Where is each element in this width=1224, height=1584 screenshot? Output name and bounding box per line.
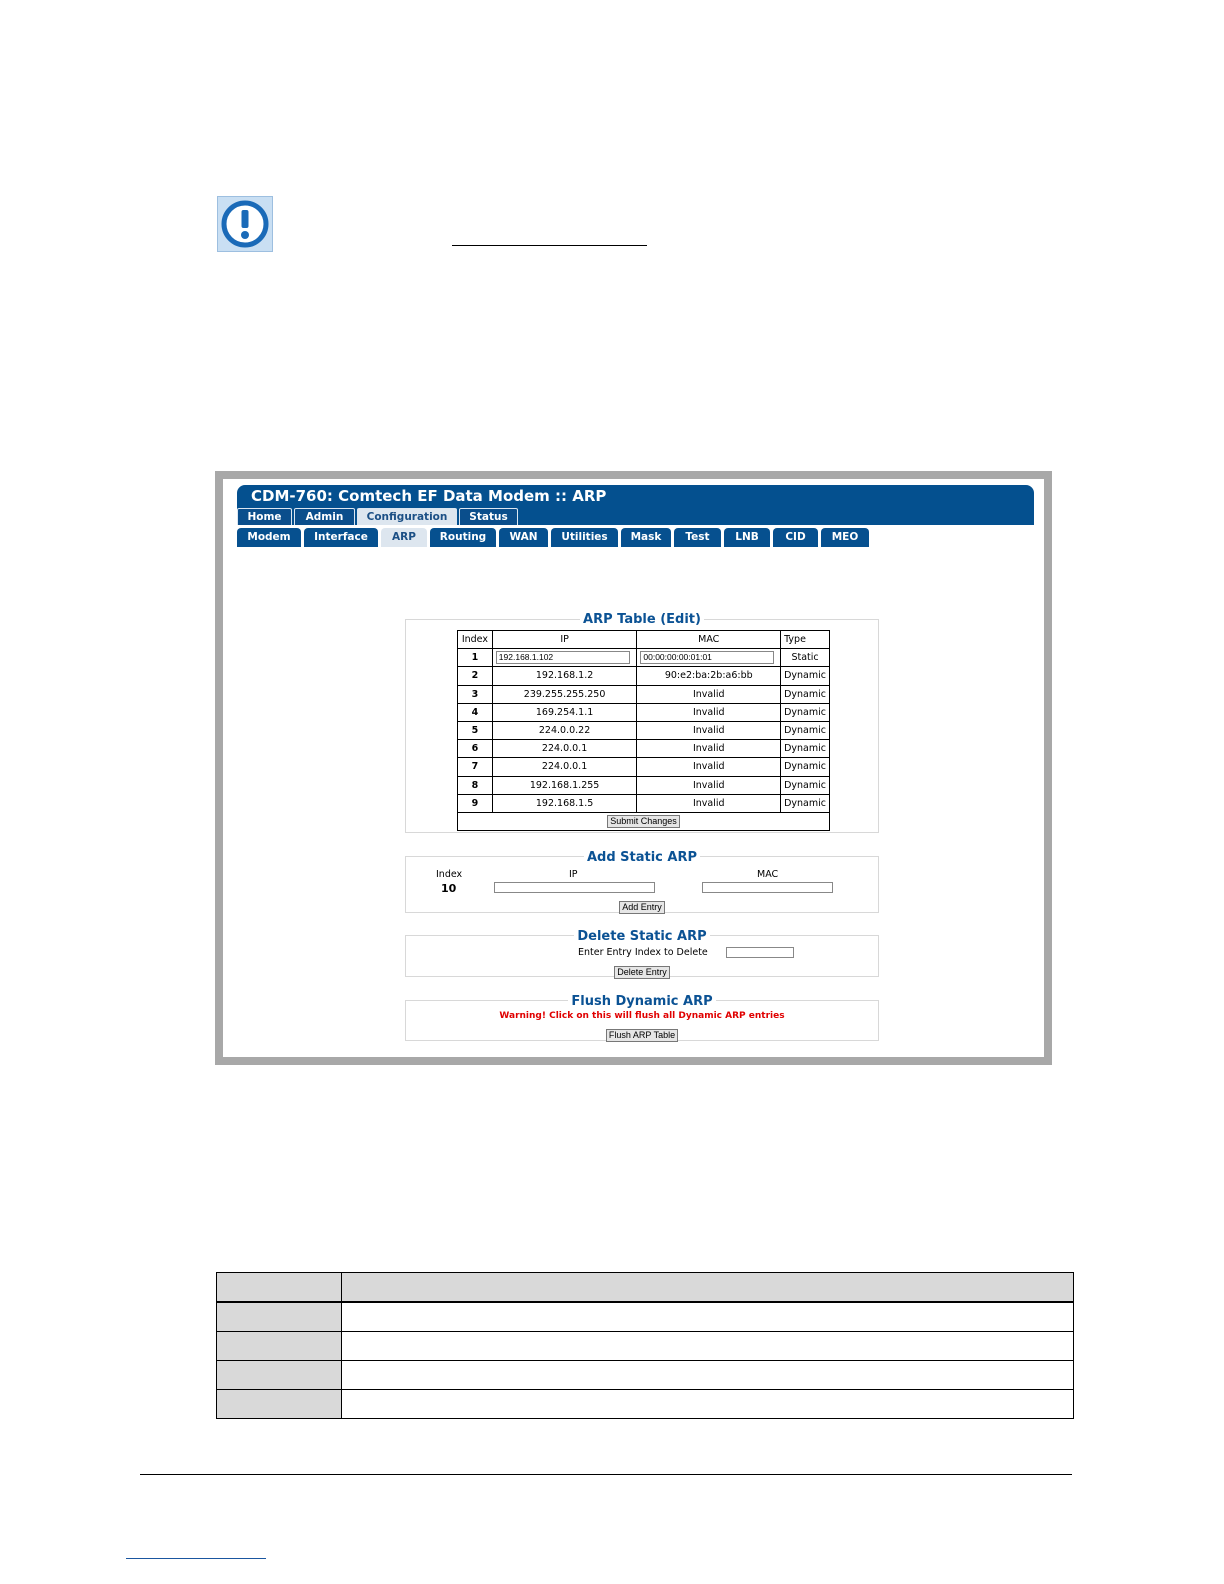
hyperlink-underline (452, 245, 647, 246)
subtab-test[interactable]: Test (674, 528, 721, 547)
subtab-routing[interactable]: Routing (430, 528, 496, 547)
mac-input[interactable]: 00:00:00:00:01:01 (640, 651, 774, 664)
table-row (458, 703, 830, 721)
table-cell (342, 1361, 1074, 1390)
delete-static-arp-panel (405, 929, 879, 977)
submit-cell (458, 812, 830, 830)
row-type: Dynamic (781, 758, 830, 776)
table-row (458, 649, 830, 667)
table-cell (342, 1302, 1074, 1332)
main-nav (237, 507, 1034, 525)
index-label: Index (436, 869, 463, 880)
subtab-utilities[interactable]: Utilities (551, 528, 618, 547)
row-index: 1 (458, 649, 493, 667)
table-cell (342, 1273, 1074, 1303)
row-mac: Invalid (637, 721, 781, 739)
table-row (458, 721, 830, 739)
row-index: 4 (458, 703, 493, 721)
row-ip: 192.168.1.255 (492, 776, 637, 794)
table-cell (342, 1332, 1074, 1361)
row-ip-cell (492, 649, 637, 667)
row-index: 5 (458, 721, 493, 739)
table-row (458, 776, 830, 794)
row-ip: 169.254.1.1 (492, 703, 637, 721)
table-cell (217, 1361, 342, 1390)
subtab-mask[interactable]: Mask (621, 528, 671, 547)
tab-configuration[interactable]: Configuration (357, 508, 457, 525)
table-row (217, 1390, 1074, 1419)
delete-static-arp-title: Delete Static ARP (406, 929, 878, 945)
row-index: 2 (458, 667, 493, 685)
col-mac-header: MAC (637, 631, 781, 649)
ip-input[interactable]: 192.168.1.102 (496, 651, 630, 664)
table-cell (217, 1332, 342, 1361)
submit-row (458, 812, 830, 830)
row-ip: 224.0.0.22 (492, 721, 637, 739)
row-mac: Invalid (637, 758, 781, 776)
row-index: 9 (458, 794, 493, 812)
flush-warning-text: Warning! Click on this will flush all Dynamic ARP entries (499, 1011, 785, 1021)
row-mac: Invalid (637, 703, 781, 721)
row-mac: Invalid (637, 685, 781, 703)
page-title: CDM-760: Comtech EF Data Modem :: ARP (237, 485, 1034, 507)
table-row (458, 685, 830, 703)
table-cell (217, 1302, 342, 1332)
delete-entry-wrap (406, 960, 878, 979)
document-table (216, 1272, 1074, 1419)
arp-table-title: ARP Table (Edit) (406, 612, 878, 628)
table-row (458, 794, 830, 812)
arp-table (457, 630, 830, 831)
flush-button-wrap (406, 1023, 878, 1042)
row-mac: Invalid (637, 794, 781, 812)
row-mac-cell (637, 649, 781, 667)
row-index: 8 (458, 776, 493, 794)
flush-arp-table-button[interactable]: Flush ARP Table (606, 1029, 678, 1042)
row-mac: 90:e2:ba:2b:a6:bb (637, 667, 781, 685)
row-ip: 239.255.255.250 (492, 685, 637, 703)
row-index: 3 (458, 685, 493, 703)
table-row (458, 740, 830, 758)
row-index: 7 (458, 758, 493, 776)
table-cell (342, 1390, 1074, 1419)
row-type: Dynamic (781, 685, 830, 703)
static-ip-input[interactable] (494, 882, 655, 893)
table-cell (217, 1390, 342, 1419)
delete-index-prompt: Enter Entry Index to Delete (578, 947, 708, 958)
row-type: Dynamic (781, 667, 830, 685)
screenshot-frame (215, 471, 1052, 1065)
row-type: Dynamic (781, 740, 830, 758)
delete-index-input[interactable] (726, 947, 794, 958)
row-type: Dynamic (781, 794, 830, 812)
col-index-header: Index (458, 631, 493, 649)
footer-divider (140, 1474, 1072, 1475)
subtab-arp[interactable]: ARP (381, 528, 427, 547)
row-index: 6 (458, 740, 493, 758)
table-row (217, 1332, 1074, 1361)
add-entry-wrap (406, 895, 878, 914)
subtab-lnb[interactable]: LNB (724, 528, 770, 547)
row-type: Dynamic (781, 776, 830, 794)
subtab-wan[interactable]: WAN (499, 528, 548, 547)
add-static-arp-panel (405, 850, 879, 913)
tab-home[interactable]: Home (237, 508, 292, 525)
subtab-cid[interactable]: CID (773, 528, 818, 547)
add-static-arp-title: Add Static ARP (406, 850, 878, 866)
row-ip: 224.0.0.1 (492, 740, 637, 758)
row-ip: 224.0.0.1 (492, 758, 637, 776)
footer-link-underline (126, 1558, 266, 1559)
table-row (458, 667, 830, 685)
table-header-row (217, 1273, 1074, 1303)
important-notice-icon (217, 196, 273, 252)
add-entry-button[interactable]: Add Entry (619, 901, 665, 914)
table-row (217, 1361, 1074, 1390)
ip-label: IP (569, 869, 578, 880)
col-type-header: Type (781, 631, 830, 649)
subtab-meo[interactable]: MEO (821, 528, 869, 547)
arp-table-panel (405, 612, 879, 833)
static-mac-input[interactable] (702, 882, 833, 893)
row-type: Dynamic (781, 703, 830, 721)
row-ip: 192.168.1.5 (492, 794, 637, 812)
subtab-modem[interactable]: Modem (237, 528, 301, 547)
row-mac: Invalid (637, 740, 781, 758)
submit-changes-button[interactable]: Submit Changes (607, 815, 680, 828)
col-ip-header: IP (492, 631, 637, 649)
table-cell (217, 1273, 342, 1303)
subtab-interface[interactable]: Interface (304, 528, 378, 547)
next-index-value: 10 (441, 882, 457, 895)
table-row (458, 758, 830, 776)
tab-status[interactable]: Status (459, 508, 518, 525)
row-type: Dynamic (781, 721, 830, 739)
tab-admin[interactable]: Admin (294, 508, 355, 525)
row-type: Static (781, 649, 830, 667)
flush-dynamic-arp-title: Flush Dynamic ARP (406, 994, 878, 1010)
mac-label: MAC (757, 869, 779, 880)
row-ip: 192.168.1.2 (492, 667, 637, 685)
flush-dynamic-arp-panel (405, 994, 879, 1041)
row-mac: Invalid (637, 776, 781, 794)
delete-entry-button[interactable]: Delete Entry (614, 966, 670, 979)
table-row (217, 1302, 1074, 1332)
